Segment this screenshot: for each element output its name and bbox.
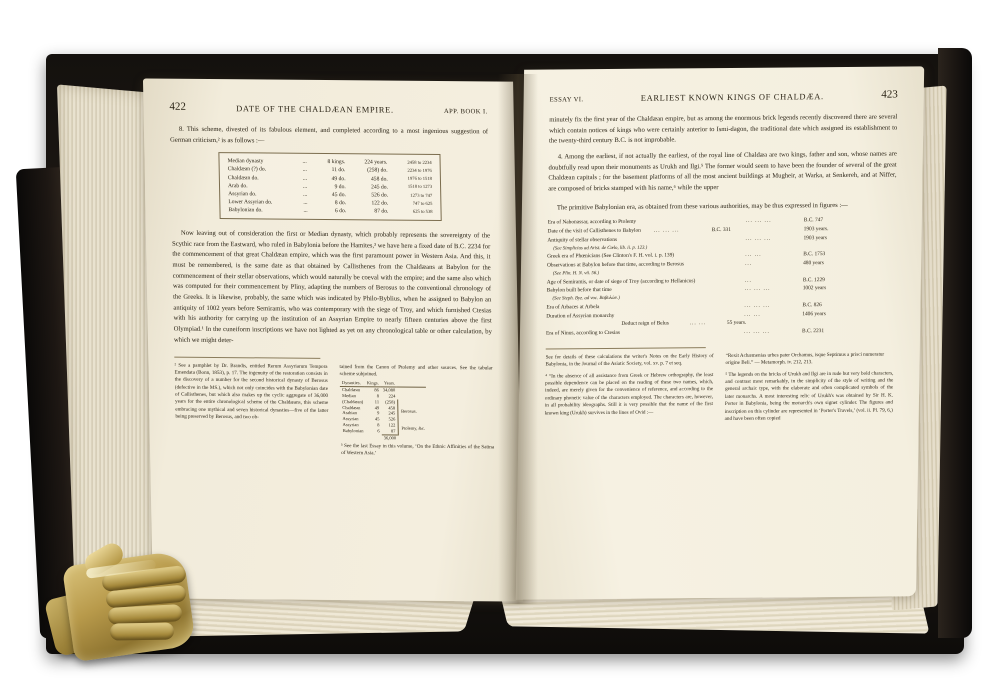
cell-leader: ... <box>302 175 308 182</box>
footnote-4: ⁴ “In the absence of all assistance from Greek or Hebrew orthography, the least possible dependence can be placed on the reading of these two names, which, indeed, are merely given for the convenience of reference, and according to the ordinary phonetic value of the characters employed. The characters are, however, in all probability ideographs. Still it is very possible that the name of the first known king (Urukh) survives in the lines of Ovid :— <box>544 371 714 417</box>
open-book <box>28 18 972 670</box>
chronology-label: Era of Ninus, according to Ctesias <box>545 330 620 337</box>
chronology-heading: The primitive Babylonian era, as obtained from these various authorities, may be thus expressed in figures :— <box>556 201 848 212</box>
dynasty-table <box>218 152 441 221</box>
cell-leader: ... <box>302 159 307 166</box>
cell-bc: 1518 to 1273 <box>407 184 433 190</box>
cell-leader: ... <box>303 199 308 206</box>
table-row: Babylonian 6 87 <box>342 428 396 434</box>
left-page <box>143 78 523 601</box>
footnote-5: ⁵ The legends on the bricks of Urukh and Ilgi are in rude but very bold characters, and contrast most remarkably, in the simplicity of the style of writing and the general archaic type, with the elaborate and often complicated symbols of the later monarchs. A most interesting relic of Urukh's was obtained by Sir H. K. Porter in Babylonia, being the monarch's own signet cylinder. The figures and inscription on this cylinder are represented in ‘Porter's Travels,’ (vol. ii. Pl. 79, 6,) and have been often copied <box>724 370 894 422</box>
footnote-2-cont: tained from the Canon of Ptolemy and other sources. See the tabular scheme subjoined. <box>339 363 493 378</box>
leader-dots: ... ... ... <box>744 285 771 293</box>
chronology-label: Age of Semiramis, or date of siege of Troy (according to Hellanicus) <box>546 277 696 286</box>
cell-bc: 1273 to 747 <box>410 192 433 198</box>
chronology-citation: (See Simplicius ad Arist. de Cœlo, lib. ii. p. 123.) <box>553 245 648 252</box>
folio-number-right: 423 <box>881 88 898 101</box>
right-page <box>516 66 924 599</box>
table-row <box>226 206 434 216</box>
footnote-dynasty-table <box>340 380 428 441</box>
cell-kings: 8 kings. <box>327 159 346 166</box>
finger <box>110 622 174 640</box>
header-dynasties: Dynasties. <box>341 380 361 386</box>
leader-dots: ... ... ... <box>745 217 772 225</box>
paragraph-8: 8. This scheme, divested of its fabulous element, and completed according to a most ingenious suggestion of German criticism,² is as follows :— <box>170 125 489 145</box>
footnote-ref-note: See for details of these calculations the writer's Notes on the Early History of Babylonia, in the Journal of the Asiatic Society, vol. xv. p. 7 et seq. <box>545 352 714 368</box>
appendix-note-left: APP. BOOK I. <box>443 108 488 116</box>
leader-dots: ... ... ... <box>743 328 770 335</box>
chronology-value: 1002 years <box>802 285 827 292</box>
chronology-label: Date of the visit of Callisthenes to Babylon <box>547 227 641 235</box>
chronology-note: 1903 years. <box>803 226 829 233</box>
leader-dots: ... <box>744 277 752 284</box>
chronology-label: Observations at Babylon before that time, according to Berosus <box>546 261 685 269</box>
cell-kings: 6 do. <box>334 208 347 215</box>
chronology-label: Babylon built before that time <box>546 287 612 294</box>
paragraph-body-left: Now leaving out of consideration the first or Median dynasty, which probably represents the sovereignty of the Scythic race from the Eastward, who ruled in Babylonia before the Hamites,³ we have here a fixed date of B.C. 2234 for the commencement of that great Chaldæan empire, which was the first paramount power in Western Asia. And this, it must be remembered, is the same date as that obtained by Callisthenes from the Chaldæans at Babylon for the commencement of their stellar observations, which would naturally be coeval with the empire; and the same also which was computed for their commencement by Pliny, adapting the numbers of Berosus to the conventional chronology of the Greeks. It is likewise, probably, the same which was indicated by Philo-Byblius, when he assigned to Babylon an antiquity of 1002 years before Semiramis, who was contemporary with the siege of Troy, and which furnished Ctesias with his authority for carrying up the institution of an Assyrian Empire to nearly fifteen centuries above the first Olympiad.¹ In the cuneiform inscriptions we have not lighted as yet on any chronological table or other calculation, by which we might deter- <box>172 229 492 344</box>
chronology-value: B.C. 331 <box>711 227 731 234</box>
table-total-row <box>341 434 428 441</box>
chronology-citation: (See Plin. H. N. vii. 56.) <box>552 270 600 277</box>
cell-bc: 2458 to 2234 <box>407 159 432 165</box>
cell-years: 87 do. <box>374 208 389 215</box>
cell-kings: 11 do. <box>331 167 346 174</box>
header-years: Years. <box>383 380 396 386</box>
cell-dynasty: Arab do. <box>227 182 248 189</box>
cell-kings: 8 do. <box>334 199 347 207</box>
chronology-deduct-row: Deduct reign of Belus ... ... 55 years. <box>621 320 747 328</box>
running-head-left: DATE OF THE CHALDÆAN EMPIRE. <box>236 104 394 115</box>
cell-leader: ... <box>302 183 308 190</box>
cell-dynasty: Chaldæan (?) do. <box>227 166 267 173</box>
chronology-label: Antiquity of stellar observations <box>547 236 618 244</box>
chronology-value: B.C. 1229 <box>802 276 825 283</box>
footnote-rule-right <box>546 347 706 349</box>
leader-dots: ... ... <box>745 252 762 259</box>
cell-kings: 49 do. <box>331 175 346 182</box>
chronology-label: Era of Nabonassar, according to Ptolemy <box>547 219 637 226</box>
footnote-3: ³ See the last Essay in this volume, ‘On the Ethnic Affinities of the Satina of Western Asia.’ <box>340 442 495 457</box>
table-row: Median 8 224 <box>342 392 396 399</box>
folio-number-left: 422 <box>169 100 187 113</box>
cell-bc: 2234 to 1976 <box>407 167 432 174</box>
leader-dots: ... ... ... <box>745 235 772 242</box>
chronology-value: B.C. 2231 <box>801 328 825 335</box>
cell-years: 526 do. <box>371 192 389 199</box>
table-row: Assyrian 8 122 Ptolemy, &c. <box>341 422 428 429</box>
cell-bc: 625 to 538 <box>412 208 433 214</box>
cell-years: (258) do. <box>367 167 388 174</box>
table-row: Chaldæan 86 34,080 <box>341 387 396 393</box>
chronology-label: Greek era of Phœnicians (See Clinton's F. H. vol. i. p. 139) <box>547 252 675 260</box>
table-row: Arabian 9 245 <box>342 410 396 416</box>
footnote-rule-left <box>174 356 320 358</box>
cell-leader: ... <box>303 207 308 214</box>
footnotes-right <box>545 351 894 424</box>
cell-years: 122 do. <box>371 200 389 207</box>
left-page-header <box>169 101 487 116</box>
cell-dynasty: Assyrian do. <box>228 190 257 198</box>
cell-leader: ... <box>303 191 308 198</box>
chronology-list <box>546 216 896 339</box>
cell-years: 224 years. <box>364 159 388 166</box>
cell-kings: 45 do. <box>331 191 346 198</box>
right-page-body <box>546 113 898 339</box>
cell-years: 458 do. <box>370 175 388 183</box>
cell-kings: 9 do. <box>334 183 346 190</box>
cell-bc: 747 to 625 <box>412 200 433 206</box>
chronology-row <box>546 327 894 339</box>
leader-dots: ... ... ... <box>744 302 771 309</box>
leader-dots: ... ... <box>689 320 707 327</box>
right-page-header <box>550 89 898 104</box>
cell-years: 245 do. <box>371 184 388 191</box>
chronology-label: Era of Arbaces at Arbela <box>546 303 600 311</box>
cell-dynasty: Babylonian do. <box>228 207 263 214</box>
brass-hand-bookmark[interactable] <box>50 530 222 690</box>
footnotes-left <box>174 362 494 459</box>
table-row: Chaldæan 49 458 <box>342 404 396 411</box>
header-kings: Kings. <box>366 380 379 386</box>
chronology-value: B.C. 826 <box>802 302 822 309</box>
chronology-label: Duration of Assyrian monarchy <box>546 312 615 320</box>
cell-leader: ... <box>302 167 307 174</box>
leader-dots: ... <box>745 260 753 267</box>
total-years: 36,000 <box>382 435 399 441</box>
chronology-citation: (See Steph. Byz. ad voc. Βαβυλών.) <box>552 296 620 302</box>
chronology-value: 1406 years <box>802 310 826 317</box>
paragraph-4: 4. Among the earliest, if not actually the earliest, of the royal line of Chaldæa are two kings, father and son, whose names are doubtfully read upon their monuments as Urukh and Ilgi.⁵ The former would seem to have been the founder of several of the great Chaldæan capitals ; for the basement platforms of all the most ancient buildings at Mugheir, at Warka, at Senkereh, and at Niffer, are composed of bricks stamped with his name,⁶ while the upper <box>548 150 897 193</box>
cell-bc: 1976 to 1518 <box>407 175 432 182</box>
chronology-value: 480 years <box>803 260 824 267</box>
chronology-value: 1903 years <box>803 234 828 242</box>
table-row: (Chaldæan) 11 (258) Berosus. <box>340 399 427 406</box>
bracket-label-ptolemy: Ptolemy, &c. <box>398 423 427 435</box>
essay-label-right: ESSAY VI. <box>549 96 584 104</box>
leader-dots: ... ... ... <box>653 227 680 234</box>
footnote-ovid-quote: “Rexit Achæmenias urbes pater Orchamus, isque Septimus a prisci numeratur origine Beli.” — Metamorph. iv. 212, 213. <box>725 351 885 367</box>
running-head-right: EARLIEST KNOWN KINGS OF CHALDÆA. <box>640 92 824 103</box>
left-page-body <box>170 125 492 349</box>
chronology-value: B.C. 747 <box>803 217 824 224</box>
leader-dots: ... ... <box>744 311 761 318</box>
footnote-2: ² See a pamphlet by Dr. Brandis, entitled Rerum Assyriarum Tempora Emendata (Bonn, 1853), p. 17. The ingenuity of the restoration consists in the discovery of a number for the second historical dynasty of Berosus (defective in the MS.), which not only coincides with the Babylonian date of Callisthenes, but which also makes up the cyclic aggregate of 36,000 years for the entire chronological scheme of the Chaldæans, this scheme embracing one mythical and seven historical dynasties—five of the latter being preserved by Berosus, and two ob- <box>174 362 329 421</box>
cell-dynasty: Median dynasty <box>227 158 264 165</box>
cell-dynasty: Lower Assyrian do. <box>228 199 273 206</box>
table-row: Assyrian 45 526 <box>342 416 396 422</box>
bracket-label-berosus: Berosus. <box>397 399 427 423</box>
paragraph-continued: minutely fix the first year of the Chaldæan empire, but as among the enormous brick legends recently discovered there are several which contain notices of kings who were certainly anterior to Ismi-dagon, the traditional date which assigned its establishment to the twenty-third century B.C. is not improbable. <box>548 113 898 145</box>
chronology-value: B.C. 1753 <box>803 251 826 258</box>
cell-dynasty: Chaldæan do. <box>227 174 259 181</box>
